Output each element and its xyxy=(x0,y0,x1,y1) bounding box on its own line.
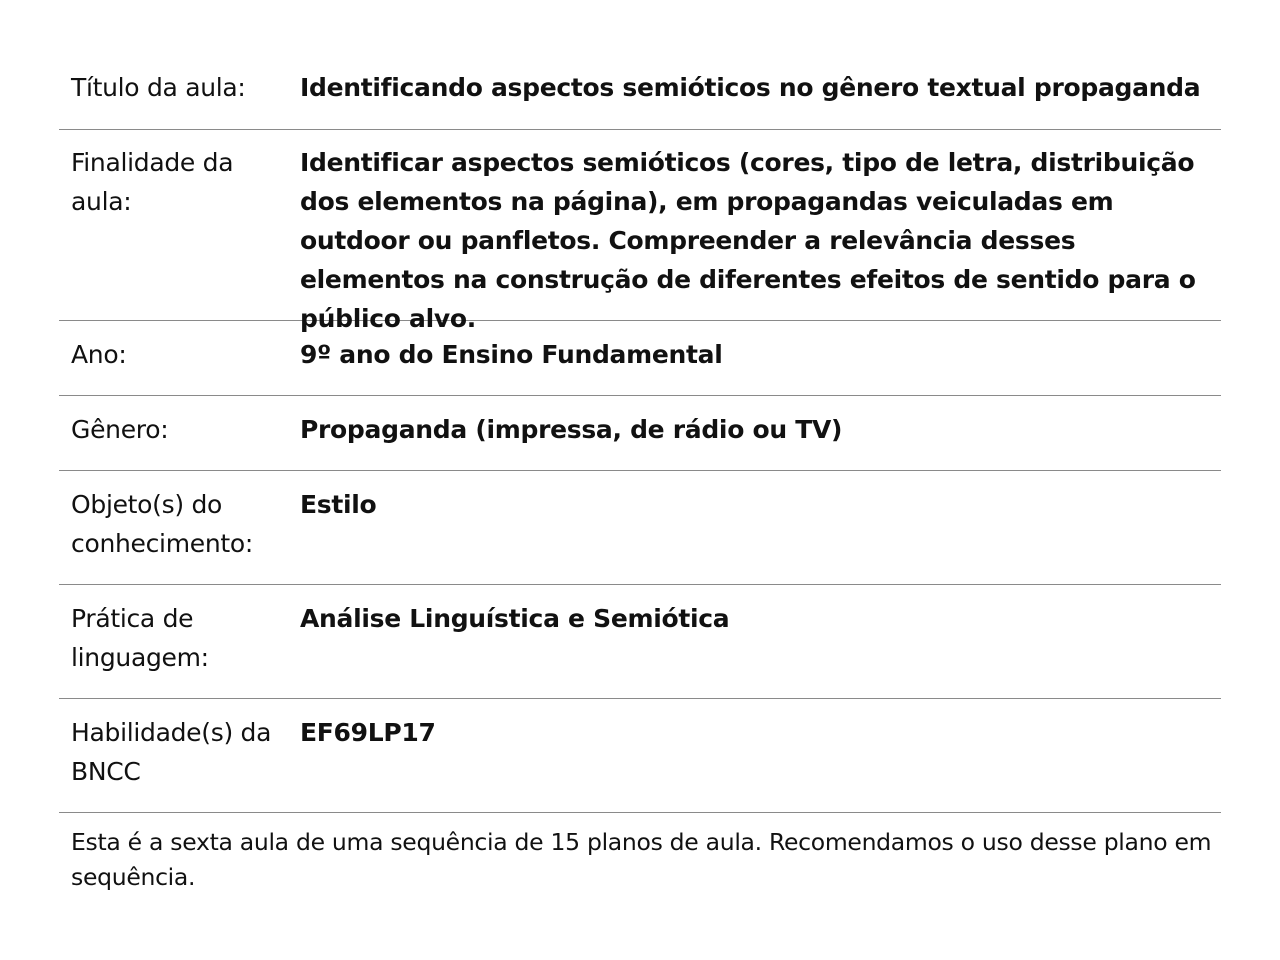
row-value: Análise Linguística e Semiótica xyxy=(300,604,730,633)
row-value: Identificar aspectos semióticos (cores, tipo de letra, distribuição dos elementos na página), em propagandas veiculadas em outdoor ou panfletos. Compreender a relevância desses elementos na construção de diferentes efeitos de sentido para o público alvo. xyxy=(300,148,1196,333)
row-value: Propaganda (impressa, de rádio ou TV) xyxy=(300,415,843,444)
row-finalidade xyxy=(59,130,1221,333)
row-value: Estilo xyxy=(300,490,377,519)
row-value: EF69LP17 xyxy=(300,718,436,747)
row-objeto xyxy=(59,471,1221,585)
row-ano xyxy=(59,321,1221,396)
row-genero xyxy=(59,396,1221,471)
row-value: Identificando aspectos semióticos no gênero textual propaganda xyxy=(300,73,1201,102)
row-value: 9º ano do Ensino Fundamental xyxy=(300,340,723,369)
row-label: Título da aula: xyxy=(71,73,246,102)
row-pratica xyxy=(59,585,1221,699)
row-label: Gênero: xyxy=(71,415,169,444)
row-habilidade xyxy=(59,699,1221,813)
row-label: Ano: xyxy=(71,340,127,369)
row-label: Finalidade da aula: xyxy=(71,148,234,216)
row-label: Objeto(s) do conhecimento: xyxy=(71,490,254,558)
row-label: Prática de linguagem: xyxy=(71,604,209,672)
row-titulo xyxy=(59,60,1221,130)
lesson-plan-table xyxy=(59,60,1221,895)
sequence-note: Esta é a sexta aula de uma sequência de 15 planos de aula. Recomendamos o uso desse plano em sequência. xyxy=(71,828,1212,891)
row-label: Habilidade(s) da BNCC xyxy=(71,718,272,786)
